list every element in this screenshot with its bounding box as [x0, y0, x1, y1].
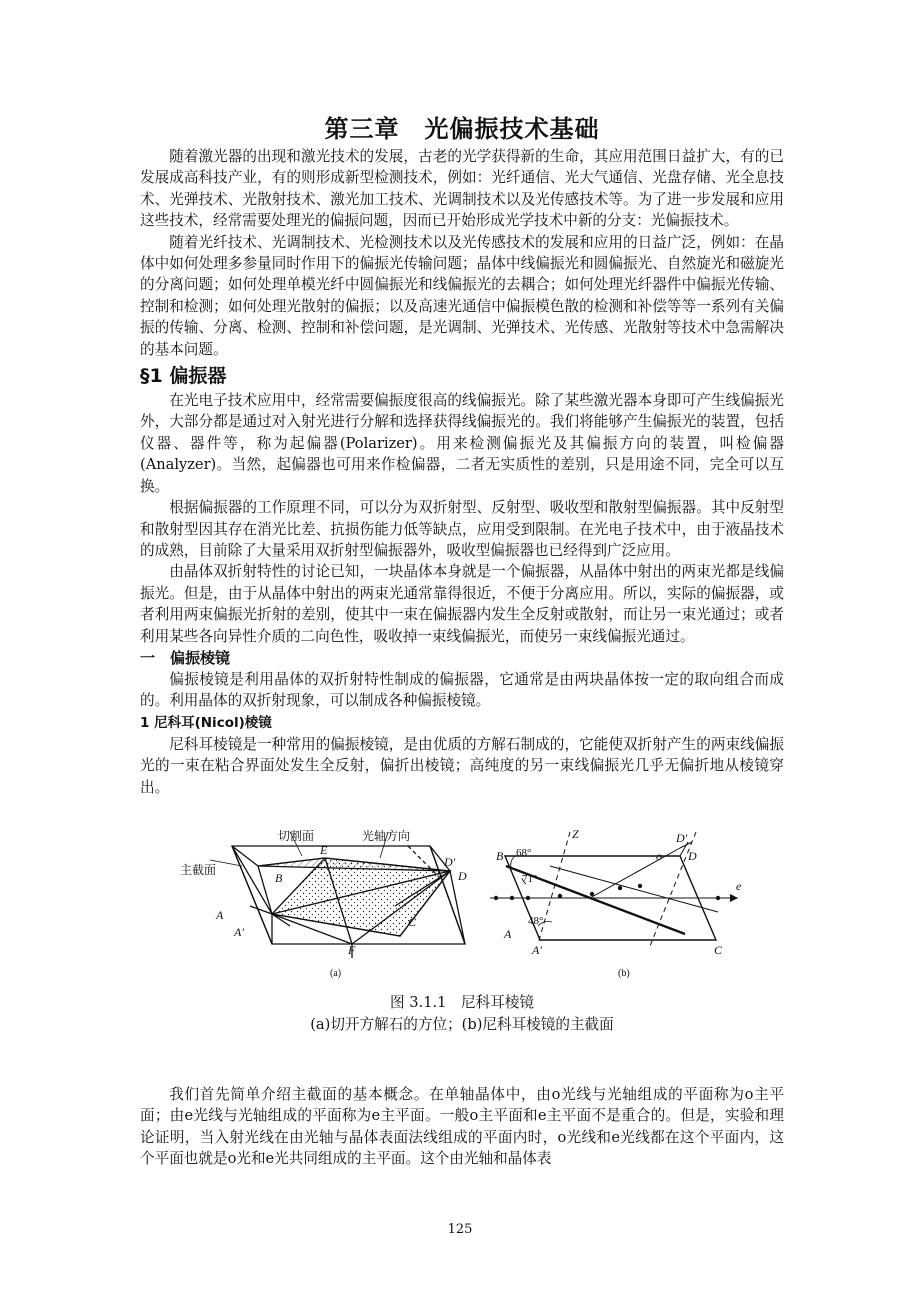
label-a-E: E	[320, 842, 328, 857]
section1-paragraph-1: 在光电子技术应用中，经常需要偏振度很高的线偏振光。除了某些激光器本身即可产生线偏振光外，大部分都是通过对入射光进行分解和选择获得线偏振光的。我们将能够产生偏振光的装置，包括仪器、器件等，称为起偏器(Polarizer)。用来检测偏振光及其偏振方向的装置，叫检偏器(Analyzer)。当然，起偏器也可用来作检偏器，二者无实质性的差别，只是用途不同，完全可以互换。	[140, 392, 784, 495]
label-a-D-prime: D′	[444, 854, 456, 869]
label-a-F: F	[348, 942, 356, 957]
label-b-C: C	[714, 942, 723, 957]
section1-paragraph-2: 根据偏振器的工作原理不同，可以分为双折射型、反射型、吸收型和散射型偏振器。其中反射型和散射型因其存在消光比差、抗损伤能力低等缺点，应用受到限制。在光电子技术中，由于液晶技术的成熟，目前除了大量采用双折射型偏振器外，吸收型偏振器也已经得到广泛应用。	[140, 499, 784, 559]
figure-caption-title: 图 3.1.1 尼科耳棱镜	[390, 993, 534, 1011]
label-b-angle-48: 48°	[528, 914, 544, 927]
label-a-B: B	[275, 870, 283, 885]
label-b-A: A	[504, 926, 512, 941]
label-b-D-prime: D′	[676, 830, 688, 845]
label-b-A-prime: A′	[532, 942, 542, 957]
label-b-sub: (b)	[618, 967, 630, 979]
prism-paragraph: 偏振棱镜是利用晶体的双折射特性制成的偏振器，它通常是由两块晶体按一定的取向组合而成的。利用晶体的双折射现象，可以制成各种偏振棱镜。	[140, 670, 784, 710]
label-a-A: A	[216, 907, 224, 922]
diagram-a	[210, 832, 465, 958]
principal-section-paragraph: 我们首先简单介绍主截面的基本概念。在单轴晶体中，由o光线与光轴组成的平面称为o主平面；由e光线与光轴组成的平面称为e主平面。一般o主平面和e主平面不是重合的。但是，实验和理论证明，当入射光线在由光轴与晶体表面法线组成的平面内时，o光线和e光线都在这个平面内，这个平面也就是o光和e光共同组成的主平面。这个由光轴和晶体表	[140, 1085, 784, 1168]
label-axis-direction: 光轴方向	[362, 828, 411, 843]
section1-paragraph-3: 由晶体双折射特性的讨论已知，一块晶体本身就是一个偏振器，从晶体中射出的两束光都是线偏振光。但是，由于从晶体中射出的两束光通常靠得很近，不便于分离应用。所以，实际的偏振器，或者利用两束偏振光折射的差别，使其中一束在偏振器内发生全反射或散射，而让另一束光通过；或者利用某些各向异性介质的二向色性，吸收掉一束线偏振光，而使另一束线偏振光通过。	[140, 563, 784, 645]
diagram-b-points	[494, 884, 738, 902]
label-cut-face: 切割面	[278, 828, 315, 843]
nicol-paragraph: 尼科耳棱镜是一种常用的偏振棱镜，是由优质的方解石制成的，它能使双折射产生的两束线偏振光的一束在粘合界面处发生全反射，偏折出棱镜；高纯度的另一束线偏振光几乎无偏折地从棱镜穿出。	[140, 735, 784, 796]
label-b-angle-68: 68°	[516, 846, 532, 859]
label-a-D: D	[458, 868, 467, 883]
figure-caption-subtitle: (a)切开方解石的方位；(b)尼科耳棱镜的主截面	[310, 1015, 614, 1033]
subsection-heading: 一 偏振棱镜	[140, 648, 231, 667]
intro-paragraph-2: 随着光纤技术、光调制技术、光检测技术以及光传感技术的发展和应用的日益广泛，例如：在晶体中如何处理多参量同时作用下的偏振光传输问题；晶体中线偏振光和圆偏振光、自然旋光和磁旋光的分离问题；如何处理单模光纤中圆偏振光和线偏振光的去耦合；如何处理光纤器件中偏振光传输、控制和检测；如何处理光散射的偏振；以及高速光通信中偏振模色散的检测和补偿等等一系列有关偏振的传输、分离、检测、控制和补偿问题，是光调制、光弹技术、光传感、光散射等技术中急需解决的基本问题。	[140, 233, 784, 358]
chapter-title: 第三章 光偏振技术基础	[324, 115, 600, 143]
label-main-section: 主截面	[180, 862, 217, 877]
intro-paragraph-1: 随着激光器的出现和激光技术的发展，古老的光学获得新的生命，其应用范围日益扩大，有的已发展成高科技产业，有的则形成新型检测技术，例如：光纤通信、光大气通信、光盘存储、光全息技术、光弹技术、光散射技术、激光加工技术、光调制技术以及光传感技术等。为了进一步发展和应用这些技术，经常需要处理光的偏振问题，因而已开始形成光学技术中新的分支：光偏振技术。	[140, 148, 784, 230]
label-b-B: B	[496, 848, 504, 863]
nicol-heading: 1 尼科耳(Nicol)棱镜	[140, 714, 272, 731]
diagram-b-labels	[496, 827, 742, 979]
label-a-A-prime: A′	[234, 924, 244, 939]
label-b-Z: Z	[572, 826, 579, 841]
label-b-e: e	[736, 878, 742, 893]
label-b-D: D	[688, 848, 697, 863]
label-a-sub: (a)	[330, 967, 342, 979]
figure-diagram	[140, 826, 784, 986]
label-b-angle-71: 71°	[522, 872, 538, 885]
section-heading: §1 偏振器	[140, 365, 227, 388]
page-number: 125	[447, 1222, 473, 1237]
document-page	[140, 112, 784, 1170]
label-a-C: C	[408, 914, 417, 929]
figure-nicol-prism	[140, 826, 784, 1066]
label-b-o: o	[656, 848, 662, 863]
